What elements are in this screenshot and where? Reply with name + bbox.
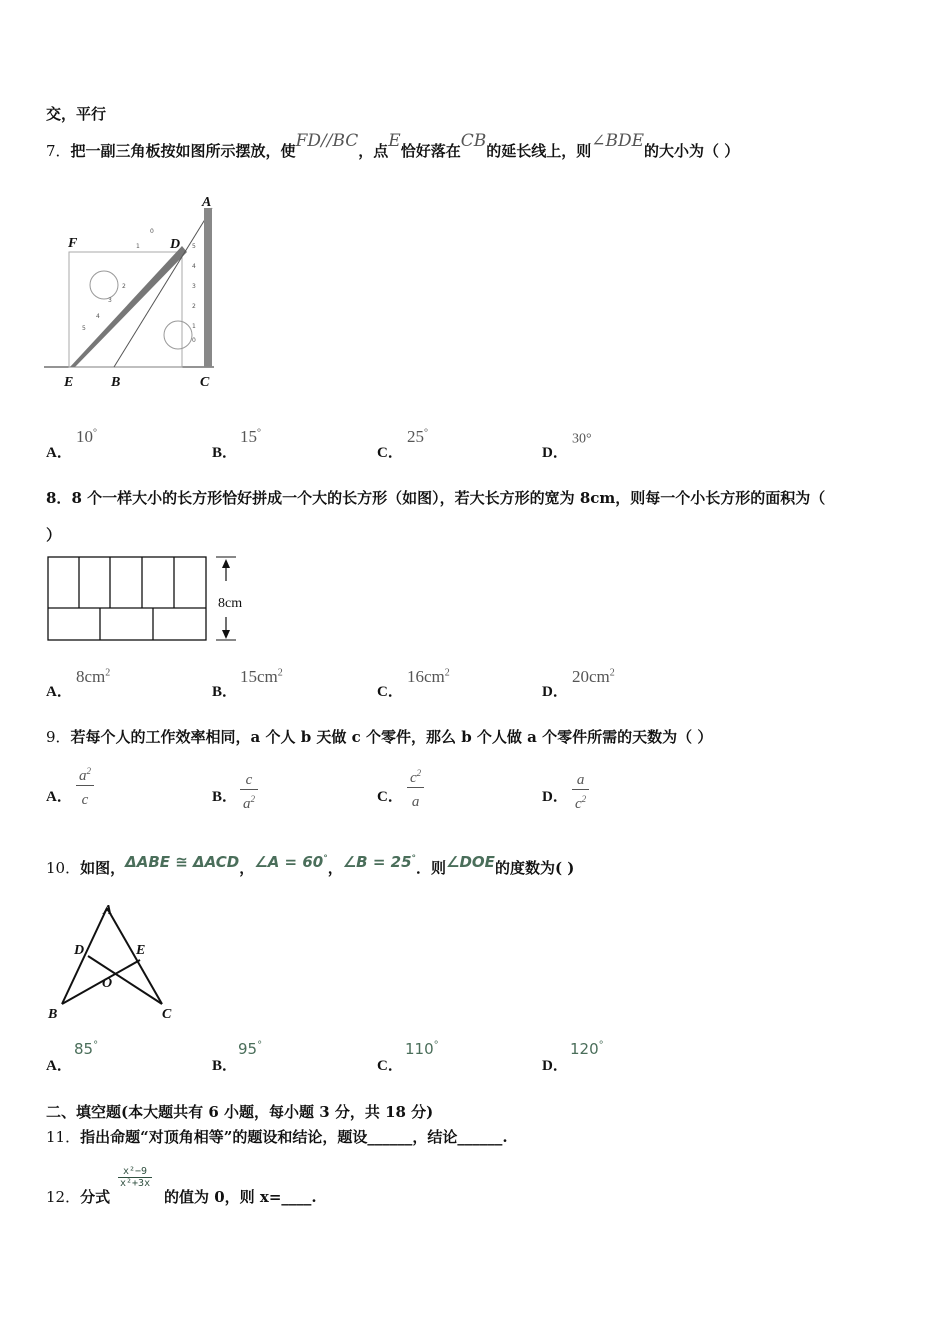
q10-triangle-figure [44, 898, 194, 1026]
segment-cd [88, 956, 162, 1004]
set-square-hole-2 [164, 321, 192, 349]
option-value: 10° [76, 427, 97, 446]
option-value: 30° [572, 431, 592, 447]
q10-number: 10． [46, 859, 81, 877]
q10-math-angle-doe: ∠DOE [446, 853, 495, 871]
option-label: B． [212, 445, 238, 461]
option-fraction: $\frac{a^2}{c}$ [76, 762, 94, 809]
ruler-tick-2: 2 [122, 283, 126, 290]
option-label: C． [377, 445, 403, 461]
option-value: 15° [240, 427, 261, 446]
set-square-hole-1 [90, 271, 118, 299]
q8-text: 8 个一样大小的长方形恰好拼成一个大的长方形（如图），若大长方形的宽为 8cm，则每一个小长方形的面积为（ [71, 489, 826, 507]
option-label: B． [212, 684, 238, 700]
q9-options [46, 762, 906, 812]
option-label: A． [46, 445, 72, 461]
q12-frac-den: x²+3x [120, 1178, 151, 1189]
option-value: 120° [570, 1040, 604, 1058]
scale-tick-0: 0 [192, 337, 196, 344]
q12-frac-num: x²−9 [118, 1166, 152, 1178]
option-fraction: $\frac{c^2}{a}$ [407, 764, 424, 811]
label-e: E [136, 943, 146, 958]
q7-math-e: E [388, 131, 401, 151]
option-label: D． [542, 684, 568, 700]
big-rectangle [48, 557, 206, 640]
ruler-tick-1: 1 [136, 243, 140, 250]
label-a: A [103, 903, 113, 918]
option-value: $8cm^2$ [76, 667, 111, 686]
option-label: A． [46, 1058, 72, 1074]
scale-tick-1: 1 [192, 323, 196, 330]
option-value: 85° [74, 1040, 99, 1058]
q7-math-angle-bde: ∠BDE [591, 131, 645, 151]
option-value: 110° [405, 1040, 439, 1058]
q8-options [46, 664, 906, 704]
vertical-ruler-ac [204, 208, 212, 367]
line-ba [114, 208, 212, 367]
question-9 [46, 726, 712, 747]
q7-text-b: ，点 [358, 142, 389, 160]
q10-math-congruent: ΔABE ≅ ΔACD [125, 853, 240, 871]
q12-fraction [118, 1166, 152, 1189]
q10-math-angle-b: ∠B = 25° [342, 853, 417, 871]
label-a: A [202, 195, 212, 210]
q10-math-angle-a: ∠A = 60° [254, 853, 328, 871]
scale-tick-4: 4 [192, 263, 196, 270]
scale-tick-3: 3 [192, 283, 196, 290]
q8-text-cont: ） [46, 526, 62, 544]
q7-triangle-figure [44, 190, 234, 395]
q8-rectangles-figure [46, 555, 256, 645]
q7-text-d: 的延长线上，则 [486, 142, 592, 160]
q11-number: 11． [46, 1128, 81, 1146]
option-label: A． [46, 684, 72, 700]
option-label: D． [542, 789, 568, 805]
q7-text-e: 的大小为（ ） [644, 142, 740, 160]
side-ab [62, 908, 107, 1004]
option-value: 25° [407, 427, 428, 446]
q8-number: 8． [46, 489, 72, 507]
label-c: C [162, 1007, 172, 1022]
label-f: F [68, 236, 78, 251]
q7-number: 7． [46, 142, 71, 160]
option-label: C． [377, 789, 403, 805]
option-value: $15cm^2$ [240, 667, 283, 686]
q10-sep-1: ， [239, 859, 255, 877]
scale-tick-5: 5 [192, 243, 196, 250]
q10-options [46, 1038, 906, 1078]
q9-text: 若每个人的工作效率相同，a 个人 b 天做 c 个零件，那么 b 个人做 a 个零件所需的天数为（ ） [70, 728, 713, 746]
side-ac [107, 908, 162, 1004]
ruler-tick-5: 5 [82, 325, 86, 332]
option-value: $20cm^2$ [572, 667, 615, 686]
label-o: O [102, 976, 113, 991]
dim-arrow-up-head [222, 559, 230, 568]
ruler-tick-3: 3 [108, 297, 112, 304]
label-d: D [170, 237, 181, 252]
question-7 [46, 131, 740, 161]
ruler-tick-4: 4 [96, 313, 100, 320]
question-11 [46, 1126, 508, 1147]
q7-math-fd-parallel-bc: FD//BC [295, 131, 359, 151]
label-b: B [48, 1007, 58, 1022]
option-label: A． [46, 789, 72, 805]
option-fraction: $\frac{c}{a^2}$ [240, 766, 258, 813]
question-10 [46, 853, 575, 878]
option-label: B． [212, 1058, 238, 1074]
label-d: D [74, 943, 85, 958]
option-label: B． [212, 789, 238, 805]
option-label: D． [542, 1058, 568, 1074]
label-b: B [111, 375, 121, 390]
q10-text-b: ．则 [416, 859, 447, 877]
q12-text-b: 的值为 0，则 x=____. [164, 1188, 317, 1206]
scale-tick-2: 2 [192, 303, 196, 310]
continued-text: 交，平行 [46, 105, 107, 123]
label-c: C [200, 375, 210, 390]
q10-text-c: 的度数为( ) [494, 859, 575, 877]
q10-text-a: 如图， [80, 859, 126, 877]
option-label: C． [377, 1058, 403, 1074]
option-label: C． [377, 684, 403, 700]
section-2-title: 二、填空题(本大题共有 6 小题，每小题 3 分，共 18 分) [46, 1103, 434, 1121]
q12-text-a: 分式 [80, 1188, 111, 1206]
ruler-tick-0: 0 [150, 228, 154, 235]
q11-text: 指出命题“对顶角相等”的题设和结论，题设______，结论______. [80, 1128, 508, 1146]
ruler-edge-ed [70, 246, 187, 367]
option-fraction: $\frac{a}{c^2}$ [572, 766, 589, 813]
q7-text-a: 把一副三角板按如图所示摆放，使 [70, 142, 296, 160]
question-8 [46, 487, 825, 508]
q7-options [46, 425, 906, 465]
option-label: D． [542, 445, 568, 461]
q9-number: 9． [46, 728, 71, 746]
label-e: E [64, 375, 74, 390]
option-value: $16cm^2$ [407, 667, 450, 686]
dim-label: 8cm [218, 596, 243, 611]
option-value: 95° [238, 1040, 263, 1058]
question-12 [46, 1186, 110, 1207]
q10-sep-2: ， [327, 859, 343, 877]
q7-text-c: 恰好落在 [400, 142, 461, 160]
q12-number: 12． [46, 1188, 81, 1206]
q7-math-cb: CB [460, 131, 487, 151]
dim-arrow-down-head [222, 630, 230, 639]
